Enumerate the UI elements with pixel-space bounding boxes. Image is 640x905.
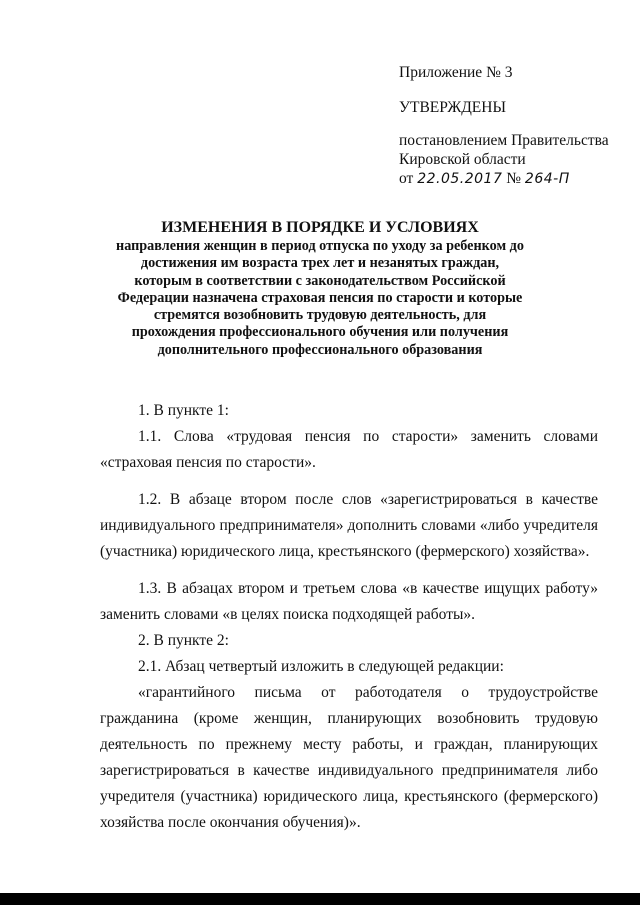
paragraph-item-2: 2. В пункте 2: xyxy=(138,632,229,649)
paragraph-item-2-1: 2.1. Абзац четвертый изложить в следующей редакции: xyxy=(138,658,504,675)
date-prefix: от xyxy=(399,170,414,187)
scan-edge-bar xyxy=(0,893,640,905)
paragraph-quoted-text: «гарантийного письма от работодателя о трудоустройстве гражданина (кроме женщин, планирующих возобновить трудовую деятельность по прежнему месту работы, и граждан, планирующих зарегистрироваться в качестве индивидуального предпринимателя либо учредителя (участника) юридического лица, крестьянского (фермерского) хозяйства после окончания обучения)». xyxy=(100,684,598,831)
heading-title: ИЗМЕНЕНИЯ В ПОРЯДКЕ И УСЛОВИЯХ xyxy=(161,219,479,236)
document-body xyxy=(100,398,598,836)
approved-label: УТВЕРЖДЕНЫ xyxy=(399,99,506,116)
resolution-line-1: постановлением Правительства xyxy=(399,132,609,149)
paragraph-item-1-2: 1.2. В абзаце втором после слов «зарегистрироваться в качестве индивидуального предпринимателя» дополнить словами «либо учредителя (участника) юридического лица, крестьянского (фермерского) хозяйства». xyxy=(100,491,598,560)
resolution-line-2: Кировской области xyxy=(399,151,526,168)
appendix-number: Приложение № 3 xyxy=(399,64,513,81)
handwritten-date: 22.05.2017 xyxy=(417,171,503,187)
number-prefix: № xyxy=(506,170,522,187)
handwritten-number: 264-П xyxy=(524,171,570,187)
paragraph-item-1: 1. В пункте 1: xyxy=(138,402,229,419)
paragraph-item-1-1: 1.1. Слова «трудовая пенсия по старости» заменить словами «страховая пенсия по старости». xyxy=(100,428,598,471)
paragraph-item-1-3: 1.3. В абзацах втором и третьем слова «в качестве ищущих работу» заменить словами «в целях поиска подходящей работы». xyxy=(100,580,598,623)
document-heading xyxy=(100,0,540,359)
heading-subtitle: направления женщин в период отпуска по уходу за ребенком до достижения им возраста трех лет и незанятых граждан, которым в соответствии с законодательством Российской Федерации назначена страховая пенсия по старости и которые стремятся возобновить трудовую деятельность, для прохождения профессионального обучения или получения дополнительного профессионального образования xyxy=(116,238,524,358)
